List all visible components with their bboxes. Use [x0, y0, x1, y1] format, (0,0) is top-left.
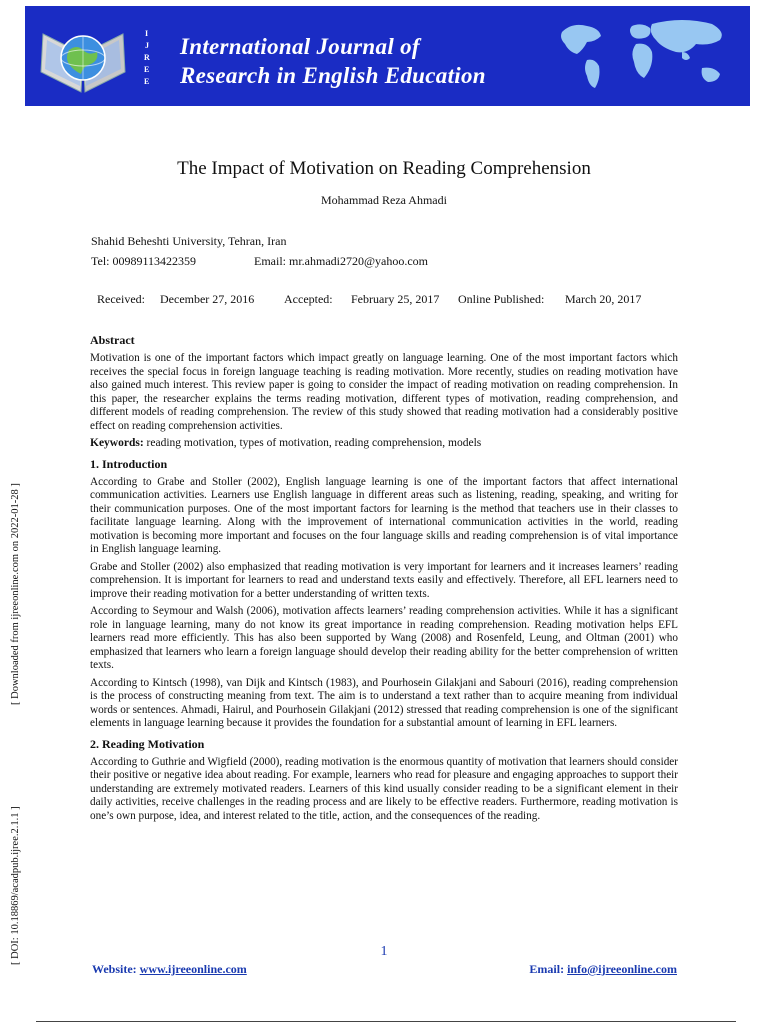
received-label: Received: [97, 292, 145, 306]
paragraph: According to Grabe and Stoller (2002), English language learning is one of the important factors that affect international communication activities. Learners use English language in different areas such as listening, reading, speaking, and writing for their communication purposes. One of the most important factors for learning is the method that teachers use in their classes to facilitate language learning. Along with the improvement of international communication activities in the world, reading motivation is becoming more important and focuses on the four language skills and reading comprehension is of vital importance in English language learning. [90, 475, 678, 555]
paragraph: According to Seymour and Walsh (2006), motivation affects learners’ reading comprehension activities. While it has a significant role in language learning, many do not know its great importance in reading comprehension. Reading motivation helps EFL learners read more efficiently. This has also been supported by Wang (2008) and Rosenfeld, Leung, and Oltman (2001) who emphasized that learners who learn a foreign language should develop their reading ability for the better comprehension of written texts. [90, 605, 678, 671]
author-name: Mohammad Reza Ahmadi [321, 193, 447, 207]
section-heading-reading-motivation: 2. Reading Motivation [90, 736, 205, 751]
website-label: Website: [92, 962, 137, 976]
article-body [90, 333, 678, 827]
keywords-label: Keywords: [90, 437, 144, 449]
paragraph: According to Guthrie and Wigfield (2000), reading motivation is the enormous quantity of motivation that learners should consider their positive or negative idea about reading. For example, learners who read for pleasure and engaging approaches to support their understanding are extremely motivated readers. Learners of this kind usually consider reading to be a significant element in their daily activities, receive challenges in the reading process and are likely to be effective readers. Furthermore, reading motivation is one’s own purpose, idea, and interest related to the title, action, and the consequences of the reading. [90, 755, 678, 822]
author-email[interactable]: Email: mr.ahmadi2720@yahoo.com [254, 254, 429, 268]
paper-title: The Impact of Motivation on Reading Comprehension [177, 158, 591, 179]
svg-text:J: J [145, 41, 149, 50]
keywords-text: reading motivation, types of motivation, reading comprehension, models [146, 437, 482, 449]
svg-text:R: R [144, 53, 150, 62]
received-date: December 27, 2016 [160, 292, 255, 306]
abstract-heading: Abstract [90, 333, 135, 347]
section-heading-introduction: 1. Introduction [90, 456, 168, 471]
paragraph: According to Kintsch (1998), van Dijk and Kintsch (1983), and Pourhosein Gilakjani and Sabouri (2016), reading comprehension is the process of constructing meaning from text. The aim is to understand a text rather than to acquire meaning from individual words or sentences. Ahmadi, Hairul, and Pourhosein Gilakjani (2012) stressed that reading comprehension is one of the significant elements in language learning because it provides the foundation for a substantial amount of learning in EFL learners. [90, 676, 678, 729]
svg-text:E: E [144, 65, 150, 74]
svg-text:I: I [145, 29, 149, 38]
journal-title [180, 32, 486, 90]
footer-email [529, 962, 677, 977]
affiliation: Shahid Beheshti University, Tehran, Iran [91, 234, 287, 248]
published-date: March 20, 2017 [565, 292, 642, 306]
doi-note: [ DOI: 10.18869/acadpub.ijree.2.1.1 ] [10, 806, 21, 965]
world-map-graphic [552, 12, 742, 102]
paragraph: Grabe and Stoller (2002) also emphasized that reading motivation is very important for learners and it increases learners’ reading comprehension. It is important for learners to read and understand texts easily and effectively. Therefore, all EFL learners need to improve their reading motivation for a better understanding of written texts. [90, 560, 678, 600]
published-label: Online Published: [458, 292, 545, 306]
bottom-divider [36, 1021, 736, 1022]
website-link[interactable]: www.ijreeonline.com [139, 962, 247, 976]
journal-title-line2: Research in English Education [180, 63, 486, 88]
accepted-label: Accepted: [284, 292, 333, 306]
journal-logo [33, 14, 173, 102]
journal-banner [25, 6, 750, 106]
downloaded-note: [ Downloaded from ijreeonline.com on 2022-01-28 ] [10, 483, 21, 705]
telephone: Tel: 00989113422359 [91, 254, 197, 268]
journal-title-line1: International Journal of [180, 34, 420, 59]
abstract-text: Motivation is one of the important factors which impact greatly on language learning. One of the most important factors which receives the special focus in foreign language teaching is reading motivation. More recently, studies on reading motivation have also gained much interest. This review paper is going to consider the impact of reading motivation on reading comprehension. In this paper, the researcher explains the terms reading motivation, different types of motivation, reading comprehension, and different models of reading comprehension. The review of this study showed that reading motivation had a considerably positive effect on reading comprehension activities. [90, 352, 678, 432]
svg-text:E: E [144, 77, 150, 86]
accepted-date: February 25, 2017 [351, 292, 440, 306]
keywords [90, 437, 678, 451]
footer-website [92, 962, 247, 977]
page-number: 1 [380, 944, 388, 959]
email-label: Email: [529, 962, 565, 976]
email-link[interactable]: info@ijreeonline.com [567, 962, 677, 976]
